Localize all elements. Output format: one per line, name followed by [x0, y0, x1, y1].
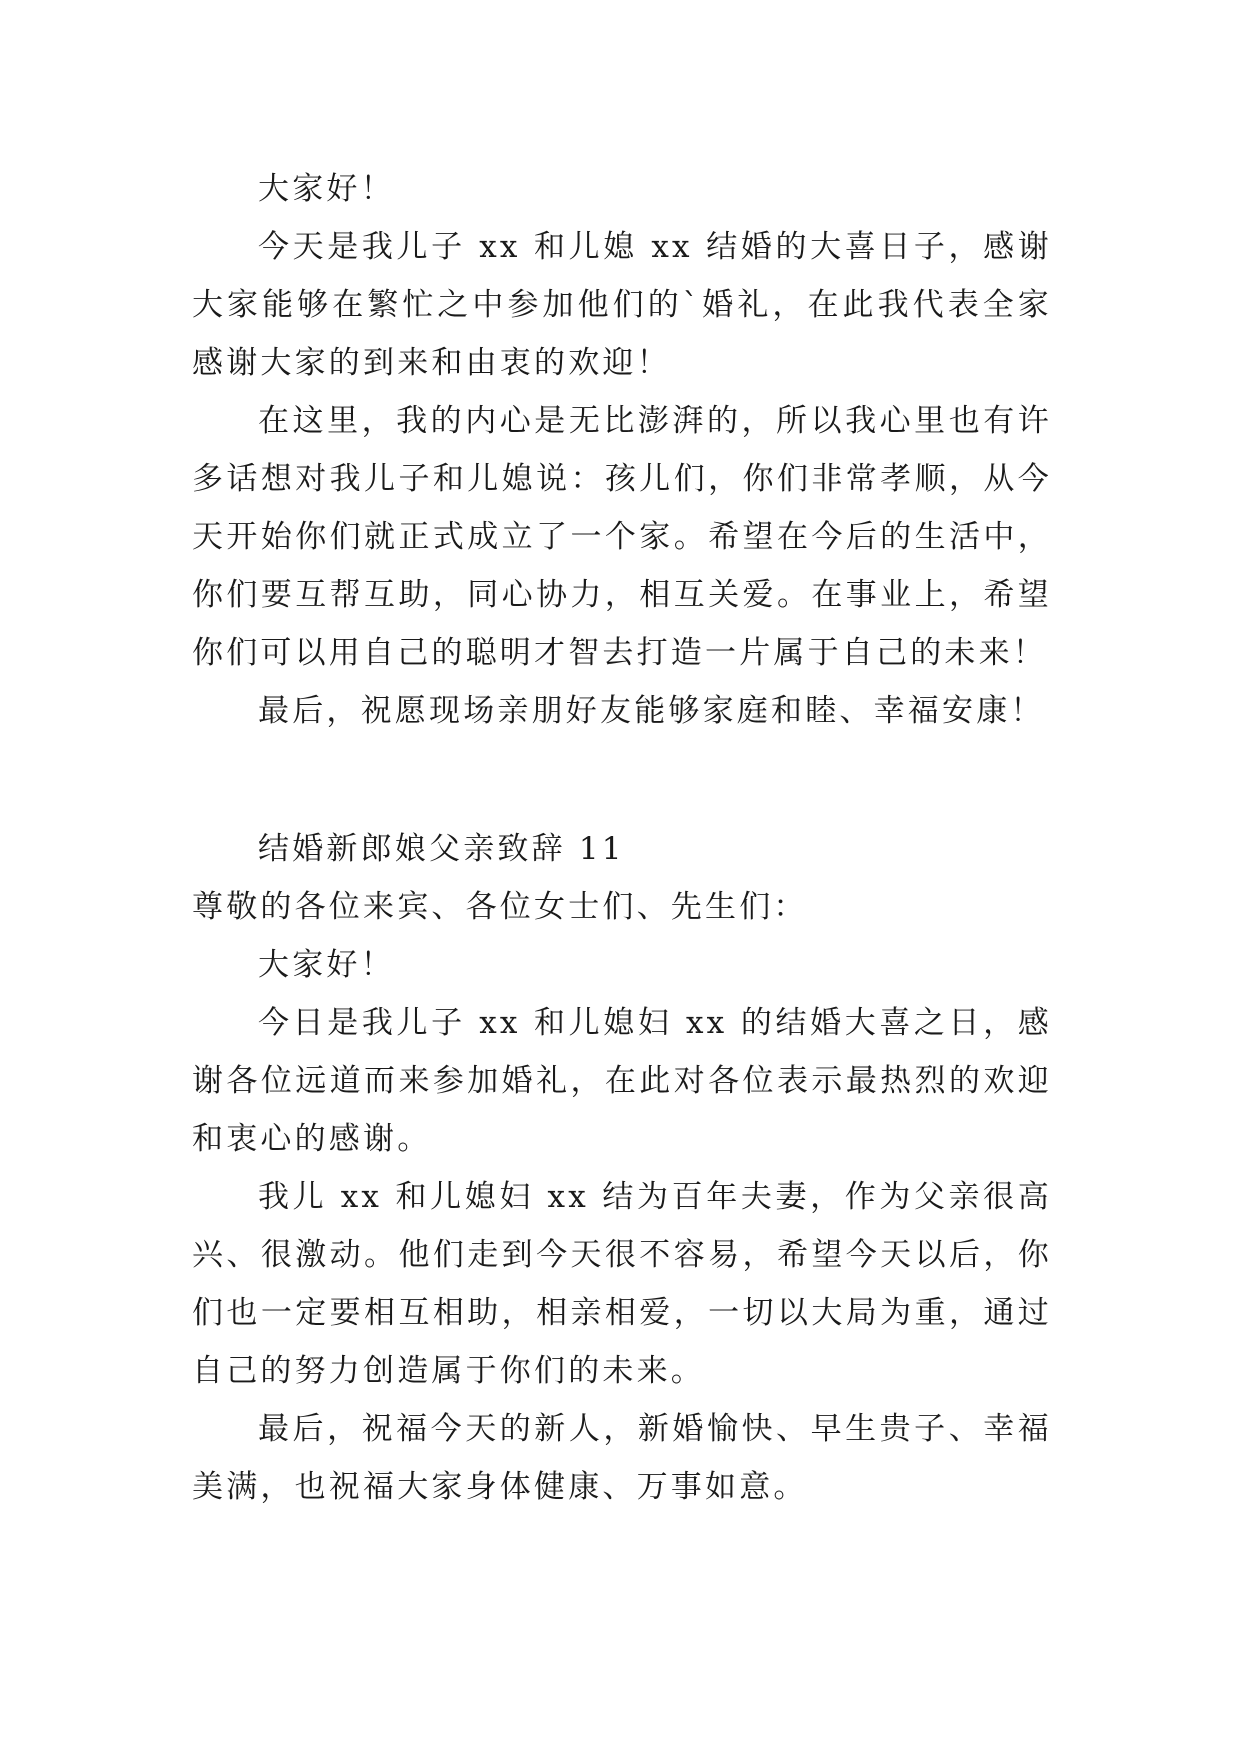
- paragraph-2-2: 我儿 xx 和儿媳妇 xx 结为百年夫妻，作为父亲很高兴、很激动。他们走到今天很不容易，希望今天以后，你们也一定要相互相助，相亲相爱，一切以大局为重，通过自己的努力创造属于你们的未来。: [192, 1179, 1052, 1389]
- paragraph-2-1: 今日是我儿子 xx 和儿媳妇 xx 的结婚大喜之日，感谢各位远道而来参加婚礼，在此对各位表示最热烈的欢迎和衷心的感谢。: [192, 1005, 1052, 1157]
- paragraph-2-3: 最后，祝福今天的新人，新婚愉快、早生贵子、幸福美满，也祝福大家身体健康、万事如意。: [192, 1411, 1052, 1505]
- section-title: 结婚新郎娘父亲致辞 11: [258, 831, 625, 867]
- greeting-2: 大家好！: [258, 947, 395, 983]
- greeting-1: 大家好！: [258, 171, 395, 207]
- paragraph-1-2: 在这里，我的内心是无比澎湃的，所以我心里也有许多话想对我儿子和儿媳说：孩儿们，你们非常孝顺，从今天开始你们就正式成立了一个家。希望在今后的生活中，你们要互帮互助，同心协力，相互关爱。在事业上，希望你们可以用自己的聪明才智去打造一片属于自己的未来！: [192, 403, 1052, 671]
- paragraph-1-3: 最后，祝愿现场亲朋好友能够家庭和睦、幸福安康！: [258, 693, 1045, 729]
- document-page: [192, 160, 1052, 1516]
- paragraph-1-1: 今天是我儿子 xx 和儿媳 xx 结婚的大喜日子，感谢大家能够在繁忙之中参加他们的`婚礼，在此我代表全家感谢大家的到来和由衷的欢迎！: [192, 229, 1052, 381]
- salutation: 尊敬的各位来宾、各位女士们、先生们：: [192, 889, 808, 925]
- section-gap: [192, 740, 1052, 820]
